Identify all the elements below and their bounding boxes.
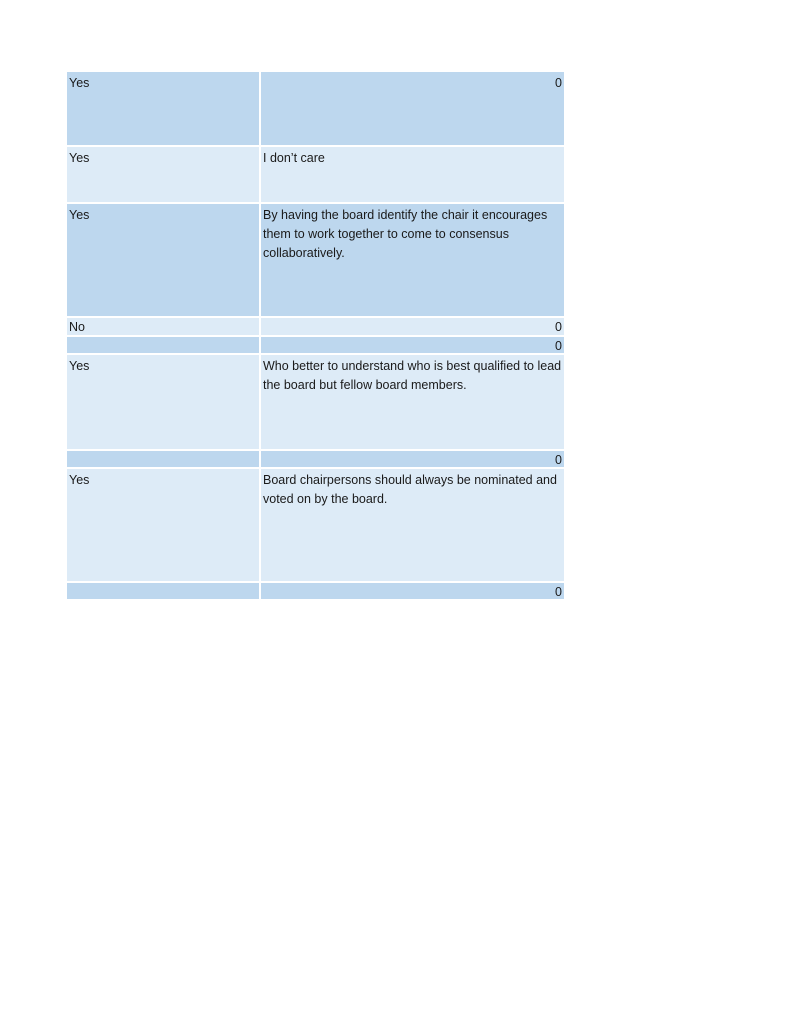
comment-cell: 0 bbox=[261, 583, 564, 599]
table-row bbox=[67, 583, 564, 601]
comment-cell: I don’t care bbox=[261, 147, 564, 202]
answer-cell: Yes bbox=[67, 355, 259, 449]
survey-response-table bbox=[67, 72, 564, 601]
answer-cell: Yes bbox=[67, 469, 259, 581]
table-row bbox=[67, 451, 564, 469]
answer-cell: No bbox=[67, 318, 259, 335]
comment-cell: Who better to understand who is best qualified to lead the board but fellow board members. bbox=[261, 355, 564, 449]
answer-cell bbox=[67, 583, 259, 599]
answer-cell bbox=[67, 337, 259, 353]
answer-cell: Yes bbox=[67, 204, 259, 316]
table-row bbox=[67, 147, 564, 204]
table-row bbox=[67, 318, 564, 337]
table-row bbox=[67, 204, 564, 318]
comment-cell: 0 bbox=[261, 72, 564, 145]
table-row bbox=[67, 337, 564, 355]
answer-cell bbox=[67, 451, 259, 467]
answer-cell: Yes bbox=[67, 147, 259, 202]
comment-cell: 0 bbox=[261, 451, 564, 467]
comment-cell: 0 bbox=[261, 318, 564, 335]
comment-cell: By having the board identify the chair it encourages them to work together to come to consensus collaboratively. bbox=[261, 204, 564, 316]
table-row bbox=[67, 355, 564, 451]
table-row bbox=[67, 469, 564, 583]
comment-cell: Board chairpersons should always be nominated and voted on by the board. bbox=[261, 469, 564, 581]
comment-cell: 0 bbox=[261, 337, 564, 353]
table-row bbox=[67, 72, 564, 147]
answer-cell: Yes bbox=[67, 72, 259, 145]
